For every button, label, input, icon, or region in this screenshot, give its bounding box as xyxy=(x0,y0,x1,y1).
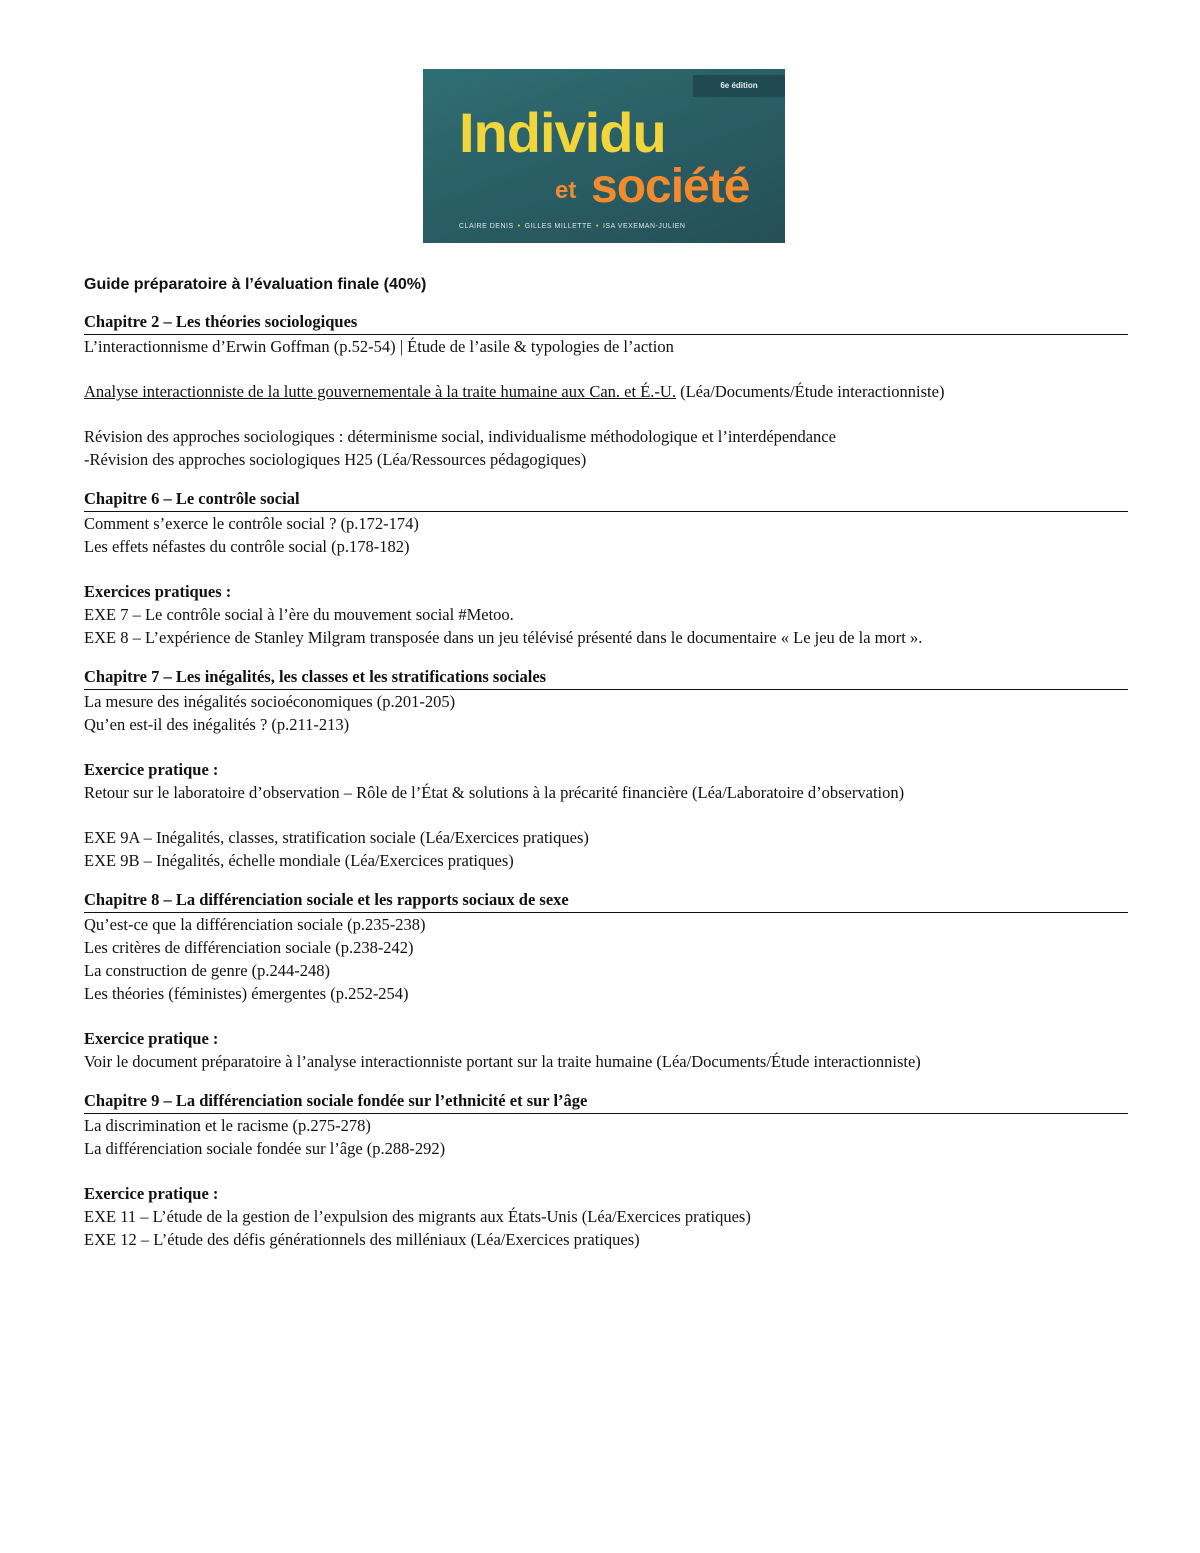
text-line: Voir le document préparatoire à l’analyse interactionniste portant sur la traite humaine (Léa/Documents/Étude interactionniste) xyxy=(84,1052,921,1071)
exercise-label: Exercices pratiques : xyxy=(84,582,232,601)
edition-badge: 6e édition xyxy=(693,75,785,97)
document-body xyxy=(84,310,1128,1251)
cover-author: GILLES MILLETTE xyxy=(524,223,592,230)
text-line: La discrimination et le racisme (p.275-278) xyxy=(84,1116,371,1135)
text-line: Qu’est-ce que la différenciation sociale (p.235-238) xyxy=(84,915,426,934)
text-line: EXE 9B – Inégalités, échelle mondiale (Léa/Exercices pratiques) xyxy=(84,851,514,870)
text-line: Retour sur le laboratoire d’observation – Rôle de l’État & solutions à la précarité financière (Léa/Laboratoire d’observation) xyxy=(84,783,905,802)
underlined-reference: Analyse interactionniste de la lutte gouvernementale à la traite humaine aux Can. et É.-U. xyxy=(84,382,676,401)
cover-title-et: et xyxy=(555,177,577,204)
text-line: EXE 8 – L’expérience de Stanley Milgram transposée dans un jeu télévisé présenté dans le documentaire « Le jeu de la mort ». xyxy=(84,628,923,647)
exercise-label: Exercice pratique : xyxy=(84,760,219,779)
book-cover-image xyxy=(423,69,785,243)
text-line xyxy=(84,380,1128,403)
text-line: Révision des approches sociologiques : déterminisme social, individualisme méthodologique et l’interdépendance xyxy=(84,427,836,446)
cover-authors: CLAIRE DENIS • GILLES MILLETTE • ISA VEXEMAN-JULIEN xyxy=(459,223,686,230)
text-line: La différenciation sociale fondée sur l’âge (p.288-292) xyxy=(84,1139,446,1158)
chapter-7-heading: Chapitre 7 – Les inégalités, les classes et les stratifications sociales xyxy=(84,665,1128,690)
text-line: Les théories (féministes) émergentes (p.252-254) xyxy=(84,984,409,1003)
text-line: EXE 11 – L’étude de la gestion de l’expulsion des migrants aux États-Unis (Léa/Exercices pratiques) xyxy=(84,1207,751,1226)
exercise-label: Exercice pratique : xyxy=(84,1184,219,1203)
text-line: EXE 12 – L’étude des défis générationnels des milléniaux (Léa/Exercices pratiques) xyxy=(84,1230,640,1249)
text-line: La mesure des inégalités socioéconomiques (p.201-205) xyxy=(84,692,456,711)
reference-path: (Léa/Documents/Étude interactionniste) xyxy=(675,382,945,401)
text-line: Comment s’exerce le contrôle social ? (p.172-174) xyxy=(84,514,419,533)
chapter-8-heading: Chapitre 8 – La différenciation sociale et les rapports sociaux de sexe xyxy=(84,888,1128,913)
chapter-9-heading: Chapitre 9 – La différenciation sociale fondée sur l’ethnicité et sur l’âge xyxy=(84,1089,1128,1114)
exercise-label: Exercice pratique : xyxy=(84,1029,219,1048)
text-line: L’interactionnisme d’Erwin Goffman (p.52-54) | Étude de l’asile & typologies de l’action xyxy=(84,337,674,356)
cover-author: CLAIRE DENIS xyxy=(459,223,514,230)
text-line: Qu’en est-il des inégalités ? (p.211-213) xyxy=(84,715,350,734)
cover-title-societe: société xyxy=(591,160,750,213)
document-title: Guide préparatoire à l’évaluation finale (40%) xyxy=(84,276,427,293)
text-line: La construction de genre (p.244-248) xyxy=(84,961,331,980)
chapter-2-heading: Chapitre 2 – Les théories sociologiques xyxy=(84,310,1128,335)
cover-author: ISA VEXEMAN-JULIEN xyxy=(602,223,686,230)
cover-title-individu: Individu xyxy=(459,101,666,164)
text-line: EXE 9A – Inégalités, classes, stratification sociale (Léa/Exercices pratiques) xyxy=(84,828,589,847)
text-line: Les critères de différenciation sociale (p.238-242) xyxy=(84,938,414,957)
chapter-6-heading: Chapitre 6 – Le contrôle social xyxy=(84,487,1128,512)
text-line: EXE 7 – Le contrôle social à l’ère du mouvement social #Metoo. xyxy=(84,605,514,624)
text-line: -Révision des approches sociologiques H25 (Léa/Ressources pédagogiques) xyxy=(84,450,587,469)
text-line: Les effets néfastes du contrôle social (p.178-182) xyxy=(84,537,410,556)
